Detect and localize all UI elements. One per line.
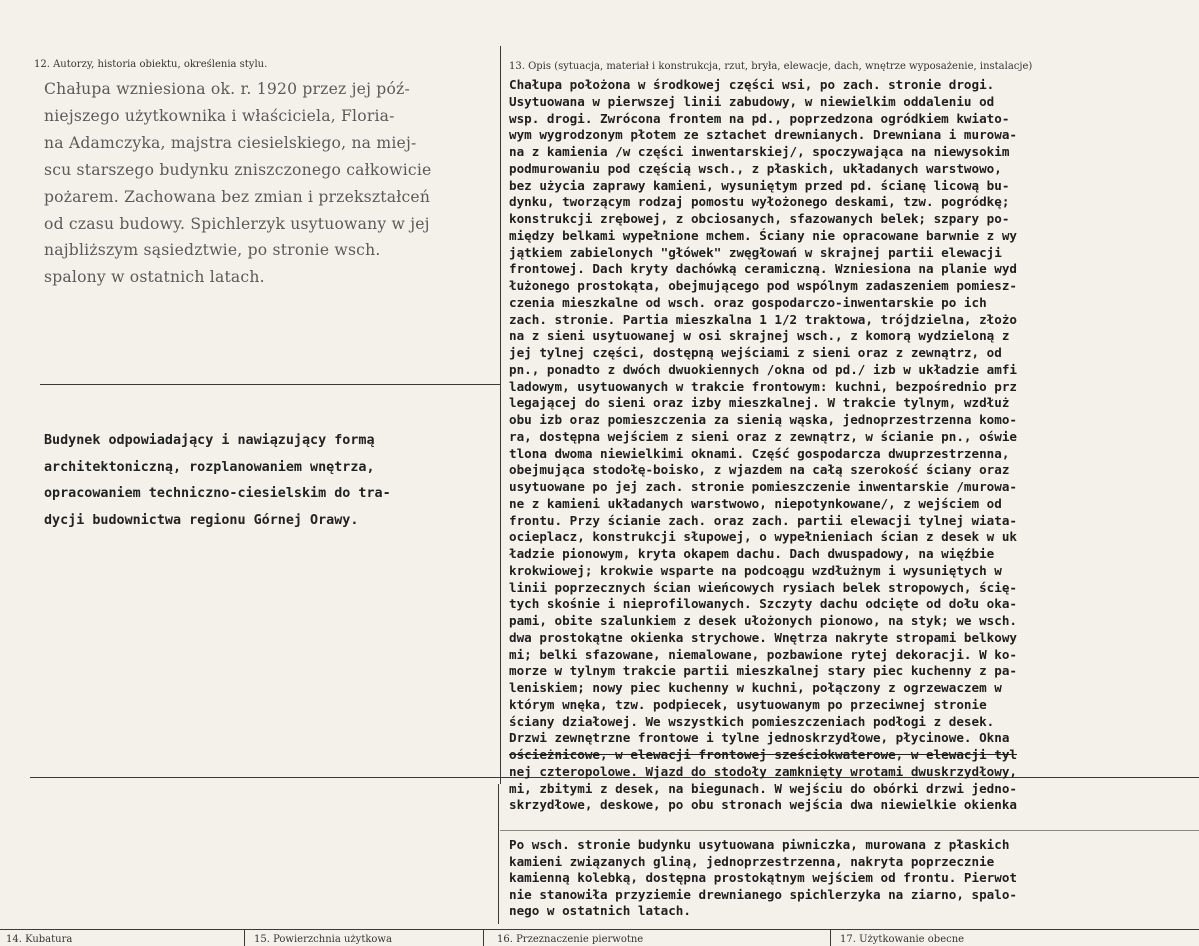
description-line: ściany działowej. We wszystkich pomieszczeniach podłogi z desek. [509,713,995,729]
cellar-line: kamienną kolebką, dostępna prostokątnym wejściem od frontu. Pierwot [509,870,1017,886]
description-line: Chałupa położona w środkowej części wsi, po zach. stronie drogi. [509,77,995,92]
description-line: dwa prostokątne okienka strychowe. Wnętrza nakryte stropami belkowy [509,629,1017,645]
description-line: którym wnęka, tzw. podpiecek, usytuowanym po przeciwnej stronie [509,696,987,712]
description-line: linii poprzecznych ścian wieńcowych rysiach belek stropowych, ścię- [509,579,1017,595]
cellar-description-text [509,837,1199,920]
footer-cell-original-purpose: 16. Przeznaczenie pierwotne [497,934,644,945]
cellar-line: nie stanowiła przyziemie drewnianego spichlerzyka na ziarno, spalo- [509,886,1017,902]
description-line: bez użycia zaprawy kamieni, wysuniętym przed pd. ścianę licową bu- [509,177,1010,193]
summary-line: architektoniczną, rozplanowaniem wnętrza, [44,459,375,475]
description-line: na z sieni usytuowanej w osi skrajnej wsch., z komorą wydzieloną z [509,328,1010,344]
description-line: morze w tylnym trakcie partii mieszkalnej stary piec kuchenny z pa- [509,663,1017,679]
section-12-line: na Adamczyka, majstra ciesielskiego, na miej- [44,133,417,152]
description-line: tych skośnie i nieprofilowanych. Szczyty dachu odcięte od dołu oka- [509,596,1017,612]
description-line: zach. stronie. Partia mieszkalna 1 1/2 traktowa, trójdzielna, złożo [509,311,1017,327]
column-divider [500,46,501,784]
summary-line: dycji budownictwa regionu Górnej Orawy. [44,512,359,528]
section-12-line: scu starszego budynku zniszczonego całkowicie [44,160,432,179]
section-13-heading: 13. Opis (sytuacja, materiał i konstrukcja, rzut, bryła, elewacje, dach, wnętrze wyposażenie, instalacje) [509,61,1033,72]
description-line: obu izb oraz pomieszczenia za sienią wąska, jednoprzestrzenna komo- [509,412,1017,427]
description-line: Usytuowana w pierwszej linii zabudowy, w niewielkim oddaleniu od [509,93,995,109]
description-line: między belkami wypełnione mchem. Ściany nie opracowane barwnie z wy [509,227,1017,243]
section-12-line: od czasu budowy. Spichlerzyk usytuowany w jej [44,214,430,233]
cellar-line: Po wsch. stronie budynku usytuowana piwniczka, murowana z płaskich [509,837,1010,852]
description-line: mi, zbitymi z desek, na biegunach. W wejściu do obórki drzwi jedno- [509,780,1017,796]
description-line: ladowym, usytuowanych w trakcie frontowym: kuchni, bezpośrednio prz [509,378,1017,394]
summary-line: Budynek odpowiadający i nawiązujący formą [44,433,375,448]
description-line: podmurowaniu pod częścią wsch., z płaskich, układanych warstwowo, [509,160,1002,176]
description-line: wsp. drogi. Zwrócona frontem na pd., poprzedzona ogródkiem kwiato- [509,110,1010,126]
section-12-line: spalony w ostatnich latach. [44,268,265,287]
section-12-line: najbliższym sąsiedztwie, po stronie wsch. [44,241,381,260]
description-line: leniskiem; nowy piec kuchenny w kuchni, połączony z ogrzewaczem w [509,680,1002,695]
description-line: jej tylnej części, dostępną wejściami z sieni oraz z zewnątrz, od [509,345,1002,360]
footer-divider [0,929,1199,930]
description-line: wym wygrodzonym płotem ze sztachet drewnianych. Drewniana i murowa- [509,127,1017,143]
section-13-text [509,77,1199,814]
description-line: łużonego prostokąta, obejmującego pod wspólnym zadaszeniem pomiesz- [509,278,1017,293]
cellar-divider [500,830,1199,831]
description-line: mi; belki sfazowane, niemalowane, pozbawione rytej dekoracji. W ko- [509,646,1017,662]
description-line: ładzie pionowym, kryta okapem dachu. Dach dwuspadowy, na więźbie [509,546,995,561]
description-line: na z kamienia /w części inwentarskiej/, spoczywająca na niewysokim [509,144,1010,159]
footer-col-divider-3 [830,929,831,946]
description-line: frontowej. Dach kryty dachówką ceramiczną. Wzniesiona na planie wyd [509,261,1017,277]
description-line: legającej do sieni oraz izby mieszkalnej. W trakcie tylnym, wzdłuż [509,395,1010,411]
cellar-line: nego w ostatnich latach. [509,903,691,919]
column-divider-lower [498,784,499,924]
description-line: frontu. Przy ścianie zach. oraz zach. partii elewacji tylnej wiata- [509,512,1017,528]
description-line: pami, obite szalunkiem z desek ułożonych pionowo, na styk; we wsch. [509,613,1017,628]
style-summary-text [44,428,496,534]
cellar-line: kamieni związanych gliną, jednoprzestrzenna, nakryta poprzecznie [509,853,995,869]
footer-cell-volume: 14. Kubatura [6,934,73,945]
summary-line: opracowaniem techniczno-ciesielskim do tra- [44,486,391,502]
left-section-divider [40,384,500,385]
description-line: obejmująca stodołę-boisko, z wjazdem na całą szerokość ściany oraz [509,462,1010,478]
section-12-line: niejszego użytkownika i właściciela, Floria- [44,106,395,125]
section-12-text [44,76,496,291]
description-line: pn., ponadto z dwóch dwuokiennych /okna od pd./ izb w układzie amfi [509,361,1017,377]
description-line: konstrukcji zrębowej, z obciosanych, sfazowanych belek; szpary po- [509,211,1010,226]
section-12-line: pożarem. Zachowana bez zmian i przekształceń [44,187,431,206]
description-line: ra, dostępna wejściem z sieni oraz z zewnątrz, w ścianie pn., oświe [509,428,1017,444]
footer-col-divider-2 [483,929,484,946]
section-12-heading: 12. Autorzy, historia obiektu, określenia stylu. [34,59,268,70]
description-line: ne z kamieni układanych warstwowo, niepotynkowane/, z wejściem od [509,495,1002,511]
section-12-line: Chałupa wzniesiona ok. r. 1920 przez jej póź- [44,80,410,98]
description-line: krokwiowej; krokwie wsparte na podcoągu wzdłużnym i wysuniętych w [509,562,1002,578]
footer-cell-usable-area: 15. Powierzchnia użytkowa [254,934,392,945]
description-line-struck: ościeżnicowe, w elewacji frontowej sześciokwaterowe, w elewacji tyl [509,747,1017,762]
description-line: tlona dwoma niewielkimi oknami. Część gospodarcza dwuprzestrzenna, [509,445,1010,461]
description-line: ocieplacz, konstrukcji słupowej, o wypełnieniach ścian z desek w uk [509,529,1017,545]
description-line: czenia mieszkalne od wsch. oraz gospodarczo-inwentarskie po ich [509,294,987,310]
footer-cell-current-use: 17. Użytkowanie obecne [840,934,965,945]
description-line: usytuowane po jej zach. stronie pomieszczenie inwentarskie /murowa- [509,479,1017,494]
description-line: jątkiem zabielonych "główek" zwęgłowań w skrajnej partii elewacji [509,244,1002,260]
footer-col-divider-1 [244,929,245,946]
description-line: Drzwi zewnętrzne frontowe i tylne jednoskrzydłowe, płycinowe. Okna [509,730,1010,746]
description-line: nej czteropolowe. Wjazd do stodoły zamknięty wrotami dwuskrzydłowy, [509,763,1017,779]
description-line: skrzydłowe, deskowe, po obu stronach wejścia dwa niewielkie okienka [509,797,1017,813]
description-line: dynku, tworzącym rodzaj pomostu wyłożonego deskami, tzw. pogródkę; [509,194,1010,210]
